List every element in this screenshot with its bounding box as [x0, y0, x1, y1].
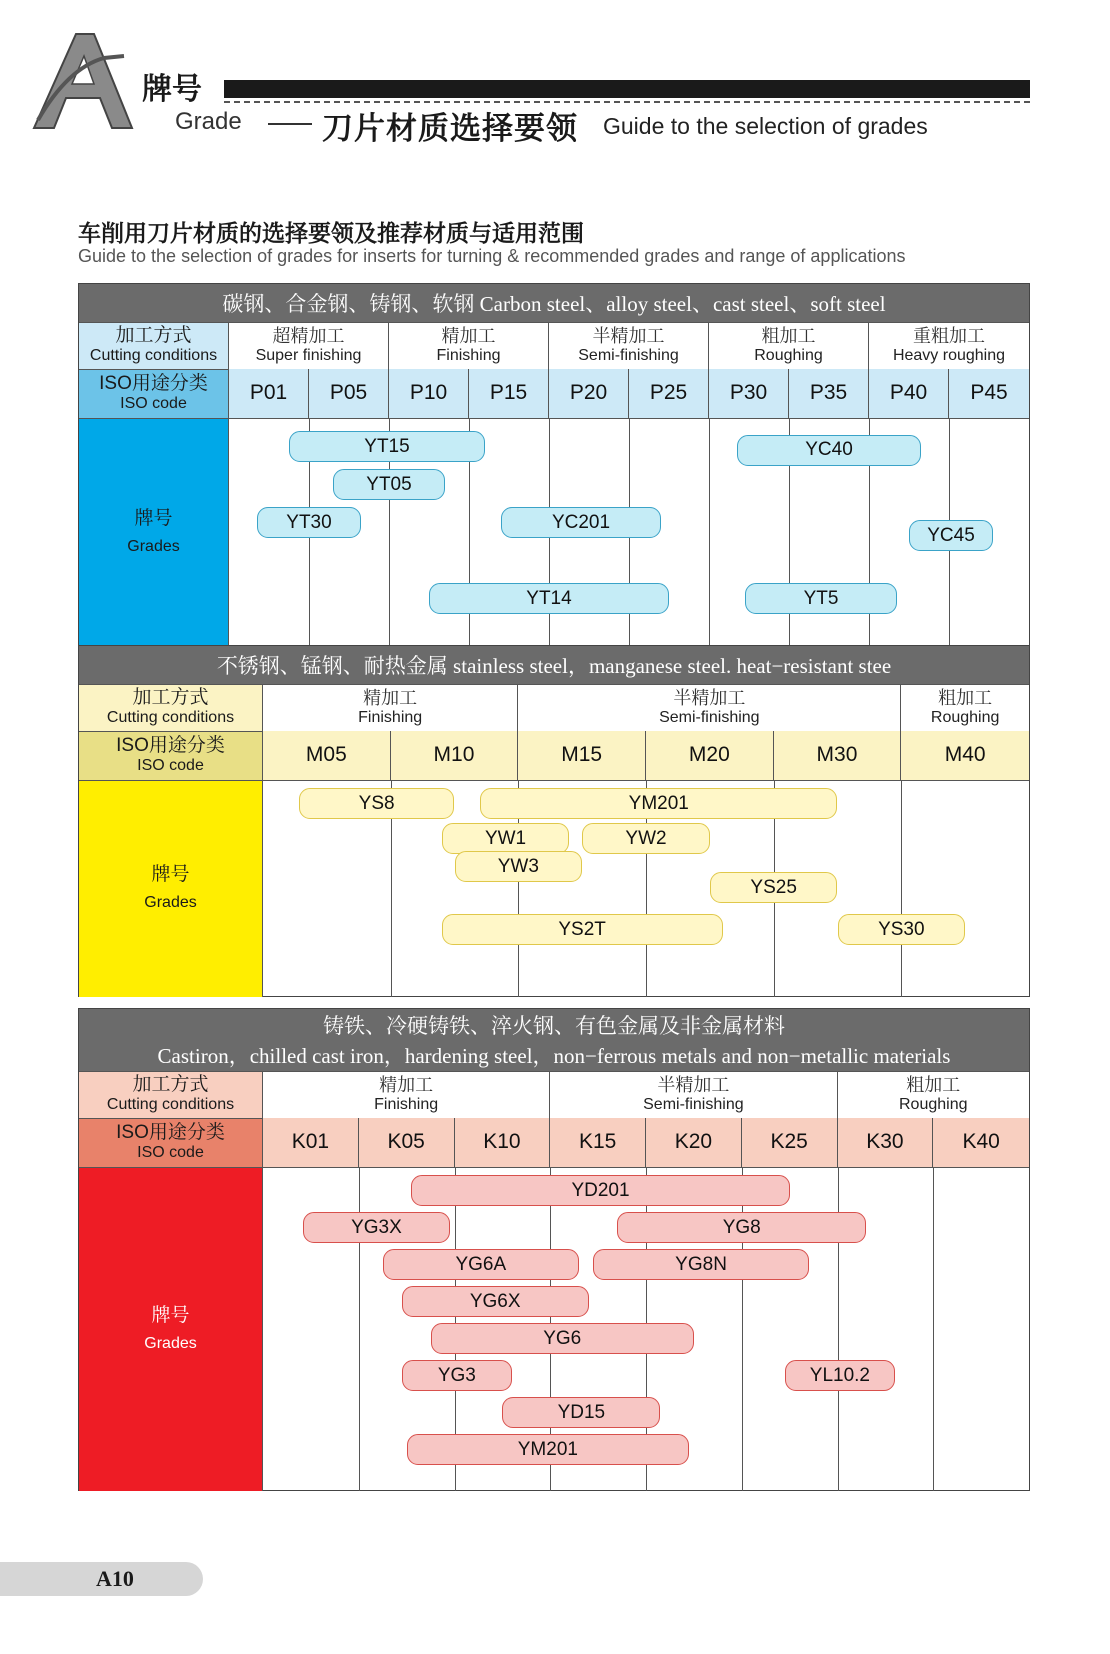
iso-code-label-cn: ISO用途分类 — [99, 373, 208, 395]
cutting-condition-cn: 半精加工 — [592, 325, 665, 346]
grade-pill: YL10.2 — [785, 1360, 895, 1391]
grade-pill: YG6 — [431, 1323, 694, 1354]
cutting-condition-cn: 超精加工 — [272, 325, 345, 346]
cutting-condition-cn: 精加工 — [441, 325, 496, 346]
iso-code-label-en: ISO code — [137, 1144, 204, 1162]
cutting-condition-cn: 粗加工 — [761, 325, 816, 346]
cutting-condition-cn: 粗加工 — [938, 687, 993, 708]
iso-code: P20 — [549, 369, 629, 418]
cutting-condition — [869, 322, 1029, 369]
cutting-conditions-label-cn: 加工方式 — [132, 1074, 209, 1096]
grade-table — [78, 283, 1030, 647]
iso-code: M40 — [901, 731, 1029, 780]
cutting-condition-en: Roughing — [899, 1095, 968, 1113]
grade-pill: YS25 — [710, 872, 838, 903]
cutting-condition — [263, 1071, 550, 1118]
cutting-condition-en: Semi-finishing — [578, 346, 679, 364]
material-band-text: 铸铁、冷硬铸铁、淬火钢、有色金属及非金属材料 — [323, 1014, 785, 1038]
cutting-condition-en: Finishing — [358, 708, 423, 726]
material-band-text: 不锈钢、锰钢、耐热金属 stainless steel，manganese steel. heat−resistant stee — [216, 654, 892, 678]
grade-pill: YG3 — [402, 1360, 512, 1391]
grades-label — [79, 780, 263, 997]
cutting-conditions-label — [79, 684, 263, 731]
table-rule — [79, 418, 1029, 419]
cutting-condition-en: Roughing — [754, 346, 823, 364]
iso-code: K30 — [838, 1118, 934, 1167]
cutting-condition — [838, 1071, 1030, 1118]
grades-label-cn: 牌号 — [134, 508, 173, 530]
iso-code: P30 — [709, 369, 789, 418]
grade-pill: YM201 — [480, 788, 837, 819]
cutting-conditions-label — [79, 1071, 263, 1118]
iso-code: P45 — [949, 369, 1029, 418]
grade-pill: YD15 — [502, 1397, 660, 1428]
iso-code-label-cn: ISO用途分类 — [116, 735, 225, 757]
iso-code: K05 — [359, 1118, 455, 1167]
iso-code: P15 — [469, 369, 549, 418]
iso-code: P05 — [309, 369, 389, 418]
section-title-en: Guide to the selection of grades for inserts for turning & recommended grades and range of applications — [78, 246, 906, 266]
iso-code-label — [79, 731, 263, 780]
section-title-cn: 车削用刀片材质的选择要领及推荐材质与适用范围 — [78, 220, 584, 246]
table-rule — [79, 1167, 1029, 1168]
iso-code-label-cn: ISO用途分类 — [116, 1122, 225, 1144]
grades-label-en: Grades — [144, 1334, 197, 1352]
header-title-cn: 刀片材质选择要领 — [322, 111, 578, 146]
cutting-condition-cn: 精加工 — [363, 687, 418, 708]
iso-code: K20 — [646, 1118, 742, 1167]
grade-pill: YT14 — [429, 583, 669, 614]
cutting-condition-en: Finishing — [374, 1095, 439, 1113]
grade-pill: YG8 — [617, 1212, 866, 1243]
grade-pill: YG6X — [402, 1286, 589, 1317]
cutting-condition — [709, 322, 869, 369]
iso-code: K25 — [742, 1118, 838, 1167]
iso-code: P25 — [629, 369, 709, 418]
cutting-condition-cn: 重粗加工 — [913, 325, 985, 346]
grade-pill: YW1 — [442, 823, 570, 854]
grade-pill: YC45 — [909, 520, 993, 551]
grid-line — [933, 1167, 934, 1491]
grade-pill: YD201 — [411, 1175, 789, 1206]
material-band — [79, 646, 1029, 684]
iso-code: M30 — [774, 731, 902, 780]
grades-label-cn: 牌号 — [151, 864, 190, 886]
iso-code: P01 — [229, 369, 309, 418]
grades-label — [79, 418, 229, 647]
grades-label — [79, 1167, 263, 1491]
iso-code: K10 — [455, 1118, 551, 1167]
iso-code-label-en: ISO code — [137, 757, 204, 775]
cutting-conditions-label-cn: 加工方式 — [115, 325, 192, 347]
header-grade-cn: 牌号 — [142, 73, 202, 106]
material-band — [79, 284, 1029, 322]
grade-table — [78, 1008, 1030, 1491]
grades-label-en: Grades — [144, 894, 197, 912]
material-band — [79, 1009, 1029, 1071]
iso-code: P35 — [789, 369, 869, 418]
cutting-condition — [389, 322, 549, 369]
iso-code-label-en: ISO code — [120, 395, 187, 413]
cutting-condition-en: Roughing — [930, 708, 1000, 726]
cutting-condition — [229, 322, 389, 369]
cutting-condition — [518, 684, 901, 731]
grades-label-cn: 牌号 — [151, 1304, 190, 1326]
grade-pill: YT5 — [745, 583, 897, 614]
grade-pill: YW2 — [582, 823, 710, 854]
grade-pill: YG6A — [383, 1249, 579, 1280]
cutting-condition-en: Semi-finishing — [659, 708, 760, 726]
cutting-condition-cn: 半精加工 — [657, 1074, 730, 1095]
iso-code: M10 — [391, 731, 519, 780]
header-title-en: Guide to the selection of grades — [603, 113, 928, 139]
cutting-condition-cn: 精加工 — [379, 1074, 434, 1095]
logo-a-icon — [28, 28, 138, 138]
iso-code-label — [79, 369, 229, 418]
header-grade-en: Grade — [175, 108, 242, 135]
grade-pill: YT15 — [289, 431, 485, 462]
material-band-text-en: Castiron，chilled cast iron，hardening steel，non−ferrous metals and non−metallic materials — [157, 1044, 951, 1068]
iso-code: K15 — [550, 1118, 646, 1167]
header-dash — [268, 123, 312, 125]
cutting-conditions-label-en: Cutting conditions — [106, 709, 235, 727]
cutting-condition — [901, 684, 1029, 731]
grade-pill: YM201 — [407, 1434, 689, 1465]
grade-pill: YS2T — [442, 914, 723, 945]
cutting-condition-en: Super finishing — [255, 346, 362, 364]
iso-code: P40 — [869, 369, 949, 418]
grade-pill: YT05 — [333, 469, 445, 500]
table-rule — [79, 780, 1029, 781]
cutting-condition-en: Heavy roughing — [892, 346, 1006, 364]
iso-code: K40 — [933, 1118, 1029, 1167]
cutting-condition-en: Finishing — [436, 346, 501, 364]
header-bar — [224, 80, 1030, 98]
cutting-conditions-label — [79, 322, 229, 369]
grade-pill: YG3X — [303, 1212, 449, 1243]
grade-pill: YC201 — [501, 507, 661, 538]
cutting-conditions-label-en: Cutting conditions — [106, 1096, 235, 1114]
grade-pill: YS30 — [838, 914, 966, 945]
iso-code: M15 — [518, 731, 646, 780]
grade-pill: YW3 — [455, 851, 583, 882]
iso-code: P10 — [389, 369, 469, 418]
cutting-condition-cn: 半精加工 — [673, 687, 746, 708]
cutting-conditions-label-cn: 加工方式 — [132, 687, 209, 709]
cutting-condition-en: Semi-finishing — [643, 1095, 744, 1113]
page-number: A10 — [96, 1566, 134, 1591]
iso-code: K01 — [263, 1118, 359, 1167]
grade-table — [78, 645, 1030, 997]
cutting-conditions-label-en: Cutting conditions — [89, 347, 218, 365]
material-band-text: 碳钢、合金钢、铸钢、软钢 Carbon steel、alloy steel、cast steel、soft steel — [222, 292, 886, 316]
cutting-condition — [549, 322, 709, 369]
grade-pill: YS8 — [299, 788, 455, 819]
iso-code: M05 — [263, 731, 391, 780]
grid-line — [709, 418, 710, 647]
cutting-condition — [263, 684, 518, 731]
grade-pill: YG8N — [593, 1249, 808, 1280]
page-number-tab — [0, 1562, 203, 1596]
cutting-condition-cn: 粗加工 — [906, 1074, 961, 1095]
iso-code: M20 — [646, 731, 774, 780]
cutting-condition — [550, 1071, 837, 1118]
iso-code-label — [79, 1118, 263, 1167]
grades-label-en: Grades — [127, 538, 180, 556]
grade-pill: YT30 — [257, 507, 361, 538]
grid-line — [901, 780, 902, 997]
grade-pill: YC40 — [737, 435, 921, 466]
